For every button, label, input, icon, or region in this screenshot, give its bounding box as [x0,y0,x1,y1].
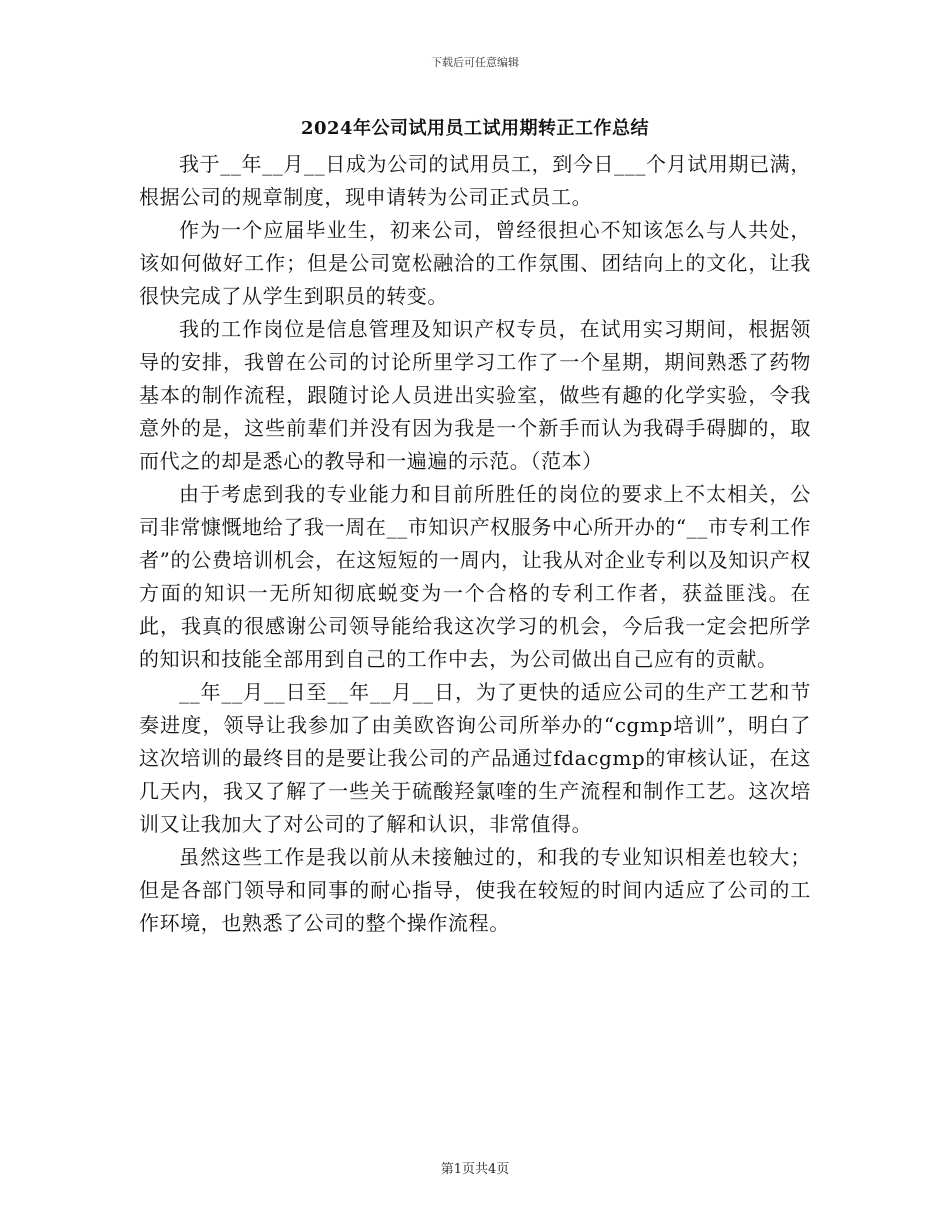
paragraph-2: 作为一个应届毕业生，初来公司，曾经很担心不知该怎么与人共处，该如何做好工作；但是公司宽松融洽的工作氛围、团结向上的文化，让我很快完成了从学生到职员的转变。 [139,218,811,308]
paragraph-5: __年__月__日至__年__月__日，为了更快的适应公司的生产工艺和节奏进度，领导让我参加了由美欧咨询公司所举办的“cgmp培训”，明白了这次培训的最终目的是要让我公司的产品通过fdacgmp的审核认证，在这几天内，我又了解了一些关于硫酸羟氯喹的生产流程和制作工艺。这次培训又让我加大了对公司的了解和认识，非常值得。 [139,680,811,836]
document-body [139,148,811,940]
paragraph-4: 由于考虑到我的专业能力和目前所胜任的岗位的要求上不太相关，公司非常慷慨地给了我一周在__市知识产权服务中心所开办的“__市专利工作者”的公费培训机会，在这短短的一周内，让我从对企业专利以及知识产权方面的知识一无所知彻底蜕变为一个合格的专利工作者，获益匪浅。在此，我真的很感谢公司领导能给我这次学习的机会，今后我一定会把所学的知识和技能全部用到自己的工作中去，为公司做出自己应有的贡献。 [139,482,811,671]
download-note: 下载后可任意编辑 [431,56,519,69]
page-number: 第1页共4页 [440,1162,510,1177]
paragraph-1: 我于__年__月__日成为公司的试用员工，到今日___个月试用期已满，根据公司的规章制度，现申请转为公司正式员工。 [139,152,811,209]
paragraph-6: 虽然这些工作是我以前从未接触过的，和我的专业知识相差也较大；但是各部门领导和同事的耐心指导，使我在较短的时间内适应了公司的工作环境，也熟悉了公司的整个操作流程。 [139,845,811,935]
document-title: 2024年公司试用员工试用期转正工作总结 [300,118,650,139]
paragraph-3: 我的工作岗位是信息管理及知识产权专员，在试用实习期间，根据领导的安排，我曾在公司的讨论所里学习工作了一个星期，期间熟悉了药物基本的制作流程，跟随讨论人员进出实验室，做些有趣的化学实验，令我意外的是，这些前辈们并没有因为我是一个新手而认为我碍手碍脚的，取而代之的却是悉心的教导和一遍遍的示范。（范本） [139,317,811,473]
